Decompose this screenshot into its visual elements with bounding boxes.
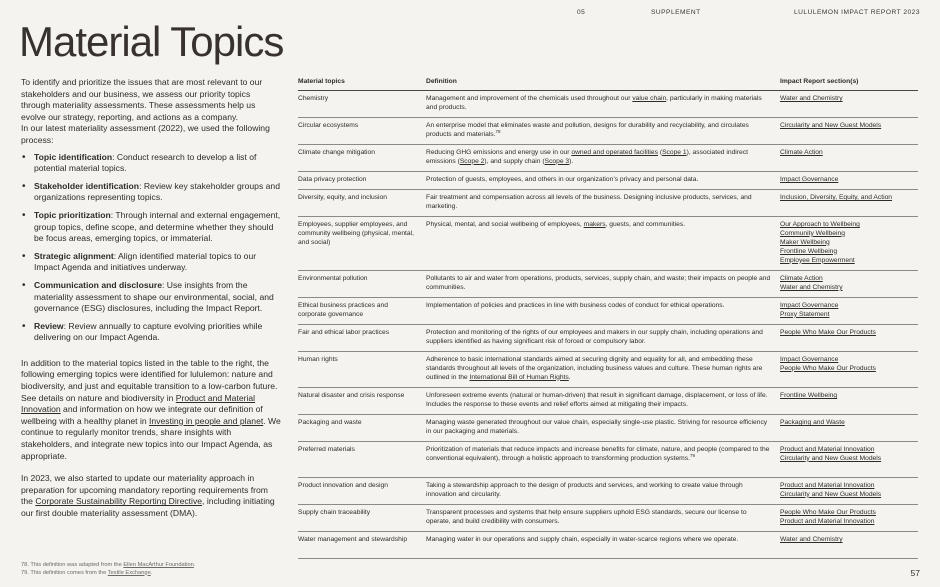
intro-paragraph-2: In our latest materiality assessment (2022), we used the following process: bbox=[21, 123, 270, 145]
section-link[interactable]: Water and Chemistry bbox=[780, 283, 843, 291]
process-step-term: Topic identification bbox=[34, 151, 113, 162]
definition-cell: Prioritization of materials that reduce impacts and increase benefits for climate, nature, and people (compared to the conventional equivalent), through a holistic approach to transforming production systems.$^{79}$ bbox=[426, 445, 770, 462]
table-row bbox=[298, 505, 918, 532]
definition-cell: Implementation of policies and practices in line with business codes of conduct for ethical operations. bbox=[426, 301, 725, 309]
link-textile-exchange[interactable]: Textile Exchange bbox=[107, 569, 151, 576]
sections-cell bbox=[780, 221, 918, 270]
topic-cell: Circular ecosystems bbox=[298, 121, 359, 129]
table-row bbox=[298, 91, 918, 118]
sections-cell bbox=[780, 176, 918, 189]
process-step-text: : Conduct research to develop a list of potential material topics. bbox=[34, 151, 257, 174]
table-row bbox=[298, 532, 918, 559]
process-step-text: : Use insights from the materiality assessment to shape our environmental, social, and governance (ESG) disclosures, including the Impact Report. bbox=[34, 279, 274, 314]
table-row bbox=[298, 478, 918, 505]
sections-cell bbox=[780, 392, 918, 414]
sections-cell bbox=[780, 122, 918, 144]
topic-cell: Supply chain traceability bbox=[298, 508, 371, 516]
emerging-topics-paragraph: In addition to the material topics listed in the table to the right, the following emerging topics were identified for lululemon: nature and biodiversity, and just and equitable transition to a low-carbon future. See details on nature and biodiversity in Product and Material Innovation and information on how we integrate our definition of wellbeing with a healthy planet in Investing in people and planet. We continue to regularly monitor trends, share insights with stakeholders, and integrate new topics into our Impact Agenda, as appropriate. bbox=[21, 357, 281, 461]
table-row bbox=[298, 271, 918, 298]
process-step-text: : Through internal and external engagement, group topics, define scope, and determine whether they should be focus areas, emerging topics, or immaterial. bbox=[34, 209, 281, 244]
topic-cell: Ethical business practices and corporate governance bbox=[298, 301, 388, 318]
process-step bbox=[21, 251, 281, 274]
table-row bbox=[298, 388, 918, 415]
table-row bbox=[298, 352, 918, 388]
page-number: 57 bbox=[910, 568, 920, 578]
section-link[interactable]: Frontline Wellbeing bbox=[780, 391, 838, 399]
definition-link[interactable]: makers bbox=[583, 220, 606, 228]
section-link[interactable]: Maker Wellbeing bbox=[780, 238, 830, 246]
process-step-text: : Review key stakeholder groups and organizations representing topics. bbox=[34, 180, 280, 203]
section-link[interactable]: Climate Action bbox=[780, 148, 823, 156]
sections-cell bbox=[780, 194, 918, 216]
footnote-78: 78. This definition was adapted from the Ellen MacArthur Foundation. bbox=[21, 562, 196, 568]
table-row bbox=[298, 442, 918, 478]
section-link[interactable]: Water and Chemistry bbox=[780, 94, 843, 102]
process-step-term: Stakeholder identification bbox=[34, 180, 140, 191]
process-step bbox=[21, 152, 281, 175]
process-step bbox=[21, 210, 281, 245]
process-step bbox=[21, 280, 281, 315]
section-link[interactable]: Product and Material Innovation bbox=[780, 481, 875, 489]
process-step-term: Review bbox=[34, 320, 64, 331]
sections-cell bbox=[780, 149, 918, 171]
topic-cell: Product innovation and design bbox=[298, 481, 388, 489]
sections-cell bbox=[780, 419, 918, 441]
section-link[interactable]: Packaging and Waste bbox=[780, 418, 845, 426]
table-row bbox=[298, 217, 918, 271]
section-number: 05 bbox=[577, 9, 586, 16]
topic-cell: Employees, supplier employees, and community wellbeing (physical, mental, and social) bbox=[298, 220, 414, 246]
topic-cell: Fair and ethical labor practices bbox=[298, 328, 390, 336]
topic-cell: Preferred materials bbox=[298, 445, 355, 453]
definition-cell: Taking a stewardship approach to the design of products and services, and working to create value through innovation and circularity. bbox=[426, 481, 743, 498]
sections-cell bbox=[780, 95, 918, 117]
footnotes bbox=[21, 562, 195, 577]
header-report-sections: Impact Report section(s) bbox=[780, 78, 859, 85]
table-body bbox=[298, 91, 918, 559]
section-link[interactable]: Product and Material Innovation bbox=[780, 445, 875, 453]
topic-cell: Water management and stewardship bbox=[298, 535, 408, 543]
process-step-term: Topic prioritization bbox=[34, 209, 111, 220]
sections-cell bbox=[780, 536, 918, 558]
table-row bbox=[298, 415, 918, 442]
section-link[interactable]: Circularity and New Guest Models bbox=[780, 121, 882, 129]
definition-cell: Managing waste generated throughout our value chain, especially single-use plastic. Striving for resource efficiency in our packaging and materials. bbox=[426, 418, 768, 435]
section-link[interactable]: Frontline Wellbeing bbox=[780, 247, 838, 255]
link-product-material-innovation[interactable]: Product and Material Innovation bbox=[21, 392, 256, 415]
definition-cell: Management and improvement of the chemicals used throughout our value chain, particularly in making materials and products. bbox=[426, 94, 762, 111]
definition-cell: Pollutants to air and water from operations, products, services, supply chain, and waste; their impacts on people and communities. bbox=[426, 274, 771, 291]
sections-cell bbox=[780, 482, 918, 504]
definition-cell: Physical, mental, and social wellbeing of employees, makers, guests, and communities. bbox=[426, 220, 686, 228]
definition-link[interactable]: Scope 2 bbox=[459, 157, 485, 165]
definition-link[interactable]: Scope 3 bbox=[544, 157, 570, 165]
definition-cell: Adherence to basic international standards aimed at securing dignity and equality for all, and embedding these standards throughout all levels of the organization, including business values and culture. These human rights are outlined in the International Bill of Human Rights. bbox=[426, 355, 763, 381]
intro-text bbox=[21, 77, 281, 520]
header-material-topics: Material topics bbox=[298, 78, 345, 85]
link-investing-people-planet[interactable]: Investing in people and planet bbox=[149, 415, 264, 426]
section-link[interactable]: Employee Empowerment bbox=[780, 256, 855, 264]
sections-cell bbox=[780, 302, 918, 324]
section-link[interactable]: People Who Make Our Products bbox=[780, 508, 876, 516]
intro-paragraph-1: To identify and prioritize the issues that are most relevant to our stakeholders and our business, we assess our priority topics through materiality assessments. These assessments help us evolve our strategy, reporting, and actions as a company. bbox=[21, 77, 263, 122]
footnote-79: 79. This definition comes from the Textile Exchange. bbox=[21, 569, 153, 576]
topic-cell: Natural disaster and crisis response bbox=[298, 391, 405, 399]
definition-cell: Managing water in our operations and supply chain, especially in water-scarce regions where we operate. bbox=[426, 535, 739, 543]
definition-cell: Fair treatment and compensation across all levels of the business. Designing inclusive products, services, and marketing. bbox=[426, 193, 752, 210]
definition-cell: Unforeseen extreme events (natural or human-driven) that result in significant damage, displacement, or loss of life. Includes the response to these events and relief efforts aimed at mitigating their impacts. bbox=[426, 391, 768, 408]
topic-cell: Chemistry bbox=[298, 94, 329, 102]
section-link[interactable]: People Who Make Our Products bbox=[780, 364, 876, 372]
sections-cell bbox=[780, 356, 918, 387]
section-link[interactable]: Our Approach to Wellbeing bbox=[780, 220, 860, 228]
topic-cell: Data privacy protection bbox=[298, 175, 367, 183]
sections-cell bbox=[780, 329, 918, 351]
section-link[interactable]: Circularity and New Guest Models bbox=[780, 490, 882, 498]
section-name: SUPPLEMENT bbox=[651, 9, 701, 16]
process-step-term: Strategic alignment bbox=[34, 250, 114, 261]
table-row bbox=[298, 325, 918, 352]
sections-cell bbox=[780, 446, 918, 477]
topic-cell: Environmental pollution bbox=[298, 274, 368, 282]
section-link[interactable]: Climate Action bbox=[780, 274, 823, 282]
section-link[interactable]: Proxy Statement bbox=[780, 310, 830, 318]
report-name: LULULEMON IMPACT REPORT 2023 bbox=[793, 9, 920, 16]
material-topics-table bbox=[298, 76, 918, 559]
link-ellen-macarthur[interactable]: Ellen MacArthur Foundation bbox=[123, 562, 194, 568]
table-row bbox=[298, 298, 918, 325]
sections-cell bbox=[780, 275, 918, 297]
link-csrd[interactable]: Corporate Sustainability Reporting Directive bbox=[35, 496, 203, 507]
process-steps-list bbox=[21, 152, 281, 344]
topic-cell: Human rights bbox=[298, 355, 338, 363]
section-link[interactable]: Water and Chemistry bbox=[780, 535, 843, 543]
section-link[interactable]: Impact Governance bbox=[780, 175, 839, 183]
definition-cell: An enterprise model that eliminates waste and pollution, designs for durability and recyclability, and circulates products and materials.$^{78}$ bbox=[426, 121, 749, 138]
topic-cell: Diversity, equity, and inclusion bbox=[298, 193, 387, 201]
section-link[interactable]: People Who Make Our Products bbox=[780, 328, 876, 336]
process-step-term: Communication and disclosure bbox=[34, 279, 162, 290]
topic-cell: Packaging and waste bbox=[298, 418, 362, 426]
process-step bbox=[21, 321, 281, 344]
table-header-row bbox=[298, 76, 918, 91]
definition-link[interactable]: International Bill of Human Rights bbox=[469, 373, 569, 381]
definition-link[interactable]: value chain bbox=[632, 94, 667, 102]
process-step bbox=[21, 181, 281, 204]
table-row bbox=[298, 145, 918, 172]
definition-cell: Protection of guests, employees, and others in our organization’s privacy and personal data. bbox=[426, 175, 699, 183]
table-row bbox=[298, 118, 918, 145]
section-link[interactable]: Product and Material Innovation bbox=[780, 517, 875, 525]
topic-cell: Climate change mitigation bbox=[298, 148, 375, 156]
section-link[interactable]: Community Wellbeing bbox=[780, 229, 845, 237]
table-row bbox=[298, 190, 918, 217]
dma-paragraph: In 2023, we also started to update our materiality approach in preparation for upcoming mandatory reporting requirements from the Corporate Sustainability Reporting Directive, including initiating our first double materiality assessment (DMA). bbox=[21, 473, 275, 518]
definition-cell: Reducing GHG emissions and energy use in our owned and operated facilities (Scope 1), associated indirect emissions (Scope 2), and supply chain (Scope 3). bbox=[426, 148, 748, 165]
definition-link[interactable]: owned and operated facilities bbox=[571, 148, 658, 156]
sections-cell bbox=[780, 509, 918, 531]
section-link[interactable]: Impact Governance bbox=[780, 355, 839, 363]
process-step-text: : Review annually to capture evolving priorities while delivering on our Impact Agenda. bbox=[34, 320, 263, 343]
process-step-text: : Align identified material topics to our Impact Agenda and initiatives underway. bbox=[34, 250, 257, 273]
definition-cell: Protection and monitoring of the rights of our employees and makers in our supply chain, including operations and suppliers identified as having significant risk of forced or compulsory labor. bbox=[426, 328, 763, 345]
section-link[interactable]: Impact Governance bbox=[780, 301, 839, 309]
definition-link[interactable]: Scope 1 bbox=[662, 148, 687, 156]
section-link[interactable]: Inclusion, Diversity, Equity, and Action bbox=[780, 193, 893, 201]
table-row bbox=[298, 172, 918, 190]
page-title: Material Topics bbox=[19, 18, 284, 65]
definition-cell: Transparent processes and systems that help ensure suppliers uphold ESG standards, secure our license to operate, and build credibility with consumers. bbox=[426, 508, 747, 525]
header-definition: Definition bbox=[426, 78, 457, 85]
section-link[interactable]: Circularity and New Guest Models bbox=[780, 454, 882, 462]
